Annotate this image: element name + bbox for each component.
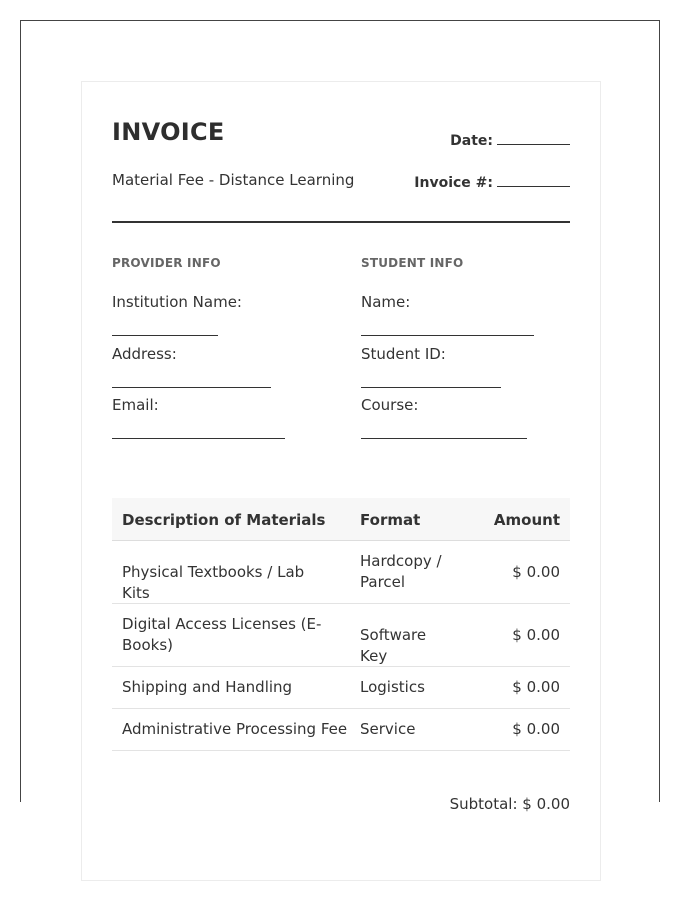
address-blank bbox=[112, 387, 271, 388]
course-label: Course: bbox=[361, 396, 419, 414]
table-row bbox=[112, 604, 570, 667]
provider-info-heading: PROVIDER INFO bbox=[112, 256, 221, 270]
date-label: Date: bbox=[450, 133, 493, 149]
table-row bbox=[112, 709, 570, 751]
date-blank bbox=[497, 133, 570, 145]
row-format: Service bbox=[360, 720, 416, 738]
column-header-format: Format bbox=[360, 511, 421, 529]
invoice-page bbox=[81, 81, 601, 881]
document-viewport[interactable] bbox=[20, 20, 660, 813]
email-blank bbox=[112, 438, 285, 439]
row-amount: $ 0.00 bbox=[512, 626, 560, 644]
invoice-number-blank bbox=[497, 175, 570, 187]
invoice-number-label: Invoice #: bbox=[414, 175, 493, 191]
institution-name-label: Institution Name: bbox=[112, 293, 242, 311]
row-format: Software Key bbox=[360, 626, 427, 665]
table-row bbox=[112, 667, 570, 709]
row-amount: $ 0.00 bbox=[512, 678, 560, 696]
student-name-label: Name: bbox=[361, 293, 411, 311]
row-amount: $ 0.00 bbox=[512, 720, 560, 738]
invoice-title: INVOICE bbox=[112, 118, 225, 146]
institution-name-blank bbox=[112, 335, 218, 336]
header-divider bbox=[112, 221, 570, 223]
course-blank bbox=[361, 438, 527, 439]
invoice-number-field bbox=[414, 175, 570, 191]
column-header-amount: Amount bbox=[493, 511, 560, 529]
row-format: Hardcopy / Parcel bbox=[360, 552, 442, 591]
column-header-description: Description of Materials bbox=[122, 511, 326, 529]
row-description: Physical Textbooks / Lab Kits bbox=[122, 563, 305, 602]
invoice-subtitle: Material Fee - Distance Learning bbox=[112, 171, 355, 189]
student-name-blank bbox=[361, 335, 534, 336]
date-field bbox=[450, 133, 570, 149]
materials-table bbox=[112, 498, 570, 751]
row-amount: $ 0.00 bbox=[512, 563, 560, 581]
student-id-blank bbox=[361, 387, 501, 388]
address-label: Address: bbox=[112, 345, 177, 363]
table-row bbox=[112, 541, 570, 604]
subtotal: Subtotal: $ 0.00 bbox=[449, 795, 570, 813]
row-format: Logistics bbox=[360, 678, 425, 696]
row-description: Administrative Processing Fee bbox=[122, 720, 348, 738]
student-id-label: Student ID: bbox=[361, 345, 446, 363]
row-description: Shipping and Handling bbox=[122, 678, 293, 696]
student-info-heading: STUDENT INFO bbox=[361, 256, 464, 270]
row-description: Digital Access Licenses (E-Books) bbox=[122, 615, 322, 654]
table-header bbox=[112, 498, 570, 541]
email-label: Email: bbox=[112, 396, 159, 414]
